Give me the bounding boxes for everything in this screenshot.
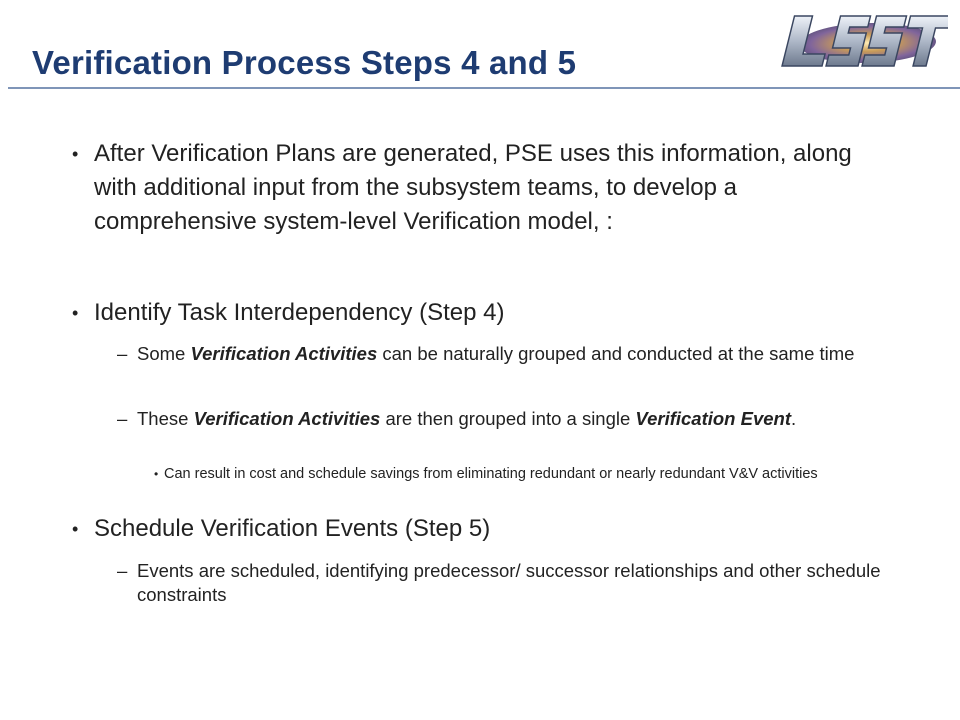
bullet-step5-text: Schedule Verification Events (Step 5) — [94, 515, 491, 542]
dash-marker: – — [117, 343, 128, 364]
step5-detail-text: Events are scheduled, identifying predecessor/ successor relationships and other schedule constraints — [137, 560, 881, 605]
lsst-logo — [776, 10, 948, 72]
bullet-marker: • — [154, 467, 159, 481]
bullet-marker: • — [72, 144, 79, 164]
text-segment: These — [137, 408, 194, 429]
text-segment: Some — [137, 343, 191, 364]
dash-marker: – — [117, 560, 128, 581]
savings-text: Can result in cost and schedule savings from eliminating redundant or nearly redundant V&V activities — [164, 466, 818, 482]
text-segment: . — [791, 408, 797, 429]
subbullet-step5-scheduling — [117, 559, 897, 607]
slide-title: Verification Process Steps 4 and 5 — [32, 44, 577, 81]
title-underline — [8, 87, 960, 89]
bullet-intro — [72, 137, 894, 239]
emphasis-term: Verification Activities — [193, 408, 381, 429]
emphasis-term: Verification Activities — [190, 343, 378, 364]
text-segment: can be naturally grouped and conducted at the same time — [377, 343, 855, 364]
bullet-intro-text: After Verification Plans are generated, PSE uses this information, along with additional input from the subsystem teams, to develop a comprehensive system-level Verification model, : — [94, 140, 852, 235]
bullet-step4-text: Identify Task Interdependency (Step 4) — [94, 299, 505, 326]
bullet-marker: • — [72, 303, 79, 323]
subbullet-step4-grouping — [117, 342, 897, 366]
dash-marker: – — [117, 408, 128, 429]
subbullet-step4-event — [117, 407, 897, 431]
text-segment: are then grouped into a single — [380, 408, 636, 429]
bullet-marker: • — [72, 519, 79, 539]
bullet-step4 — [72, 296, 894, 330]
emphasis-term: Verification Event — [635, 408, 792, 429]
subsubbullet-savings — [154, 464, 914, 485]
bullet-step5 — [72, 512, 894, 546]
